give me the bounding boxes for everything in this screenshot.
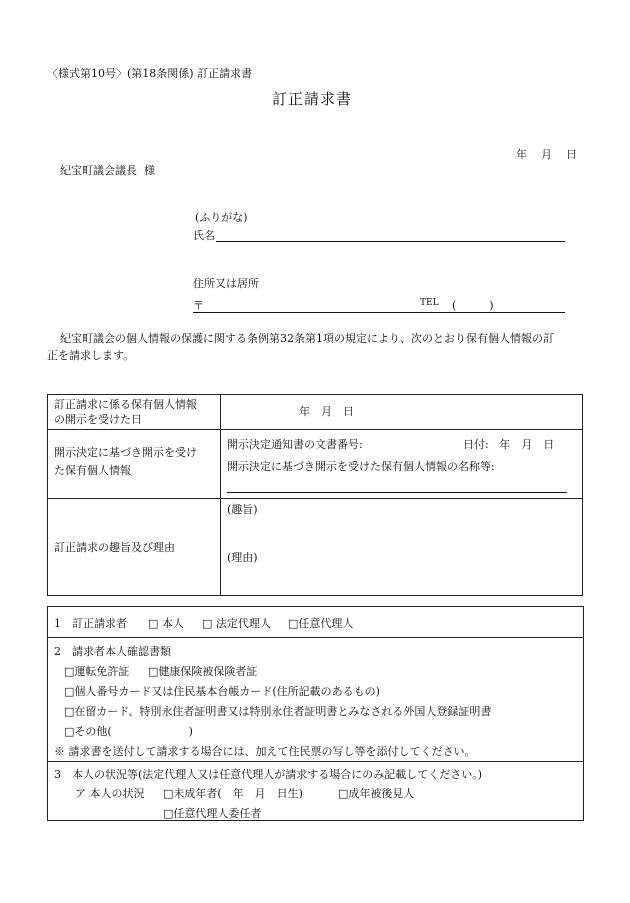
my-number-card-checkbox[interactable]: □個人番号カード又は住民基本台帳カード(住所記載のあるもの) <box>64 685 380 698</box>
date-line: 年 月 日 <box>516 148 577 161</box>
minor-checkbox[interactable]: □未成年者( 年 月 日生) <box>163 787 303 800</box>
address-label: 住所又は居所 <box>193 277 259 290</box>
health-insurance-checkbox[interactable]: □健康保険被保険者証 <box>148 665 258 678</box>
disclosed-info-cell[interactable] <box>221 430 583 499</box>
tel-paren: ( ) <box>452 299 494 312</box>
adult-ward-checkbox[interactable]: □成年被後見人 <box>338 787 415 800</box>
reason-cell[interactable] <box>221 499 583 596</box>
page-title: 訂正請求書 <box>272 90 353 108</box>
name-field[interactable] <box>216 241 565 242</box>
address-field[interactable] <box>193 312 565 313</box>
disclosure-date-cell[interactable]: 年 月 日 <box>221 395 583 430</box>
section-divider-1 <box>47 637 584 638</box>
info-name-label: 開示決定に基づき開示を受けた保有個人情報の名称等: <box>227 460 495 473</box>
intro-line1: 紀宝町議会の個人情報の保護に関する条例第32条第1項の規定により、次のとおり保有個人情報の訂 <box>60 332 554 345</box>
disclosure-date-label-cell: 訂正請求に係る保有個人情報 の開示を受けた日 <box>48 395 221 430</box>
principal-status-sublabel: ア 本人の状況 <box>75 787 145 800</box>
requester-voluntary-agent-checkbox[interactable]: □任意代理人 <box>288 617 354 630</box>
postal-mark: 〒 <box>193 299 204 312</box>
requester-type-label: 1 訂正請求者 <box>54 617 127 630</box>
request-table <box>47 394 583 596</box>
voluntary-agent-principal-checkbox[interactable]: □任意代理人委任者 <box>163 807 262 820</box>
addressee: 紀宝町議会議長 様 <box>60 164 155 177</box>
drivers-license-checkbox[interactable]: □運転免許証 <box>64 665 130 678</box>
requester-self-checkbox[interactable]: □ 本人 <box>148 617 184 630</box>
other-document-checkbox[interactable]: □その他( ) <box>64 725 193 738</box>
section-divider-2 <box>47 761 584 762</box>
info-name-field[interactable] <box>227 492 567 493</box>
reason-label: (理由) <box>227 551 258 564</box>
doc-number-label: 開示決定通知書の文書番号: <box>227 438 363 451</box>
requester-legal-agent-checkbox[interactable]: □ 法定代理人 <box>202 617 271 630</box>
principal-status-label: 3 本人の状況等(法定代理人又は任意代理人が請求する場合にのみ記載してください。) <box>54 768 483 781</box>
purpose-label: (趣旨) <box>227 503 258 516</box>
id-documents-label: 2 請求者本人確認書類 <box>54 645 171 658</box>
name-label: 氏名 <box>193 229 215 242</box>
reason-label-cell: 訂正請求の趣旨及び理由 <box>48 499 221 596</box>
tel-label: TEL <box>420 298 439 308</box>
mail-request-note: ※ 請求書を送付して請求する場合には、加えて住民票の写し等を添付してください。 <box>54 745 476 758</box>
intro-line2: 正を請求します。 <box>47 349 135 362</box>
residence-card-checkbox[interactable]: □在留カード、特別永住者証明書又は特別永住者証明書とみなされる外国人登録証明書 <box>64 705 492 718</box>
form-reference: 〈様式第10号〉(第18条関係) 訂正請求書 <box>47 67 253 80</box>
disclosed-info-label-cell: 開示決定に基づき開示を受け た保有個人情報 <box>48 430 221 499</box>
doc-date-label: 日付: 年 月 日 <box>463 438 555 451</box>
furigana-label: (ふりがな) <box>195 211 248 224</box>
